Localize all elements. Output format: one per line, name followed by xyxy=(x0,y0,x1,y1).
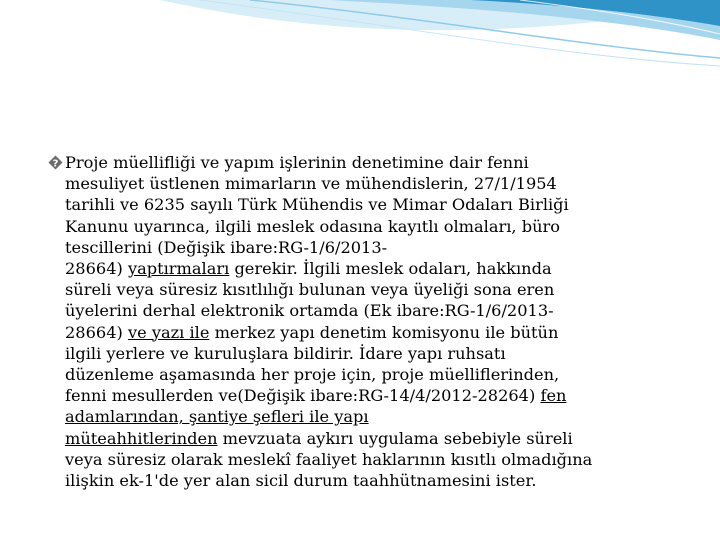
underlined-text: ve yazı ile xyxy=(127,322,210,342)
text-segment: ilişkin ek-1'de yer alan sicil durum taahhütnamesini ister. xyxy=(65,471,537,491)
text-line xyxy=(65,153,529,172)
text-line xyxy=(65,471,536,490)
underlined-text: müteahhitlerinden xyxy=(65,428,218,448)
text-segment: düzenleme aşamasında her proje için, proje müelliflerinden, xyxy=(65,365,560,385)
text-segment: üyelerini derhal elektronik ortamda (Ek ibare:RG-1/6/2013- xyxy=(65,301,554,321)
underlined-text: fen xyxy=(540,386,567,406)
text-line xyxy=(65,407,369,426)
text-segment: mesuliyet üstlenen mimarların ve mühendislerin, 27/1/1954 xyxy=(65,174,557,194)
text-segment: mevzuata aykırı uygulama sebebiyle süreli xyxy=(217,428,573,448)
text-line xyxy=(65,238,387,257)
svg-text:?: ? xyxy=(52,158,59,170)
text-line xyxy=(65,323,558,342)
text-line xyxy=(65,217,560,236)
text-segment: Proje müellifliği ve yapım işlerinin denetimine dair fenni xyxy=(65,153,529,172)
text-segment: tescillerini (Değişik ibare:RG-1/6/2013- xyxy=(65,237,388,257)
text-segment: veya süresiz olarak meslekî faaliyet haklarının kısıtlı olmadığına xyxy=(65,449,593,469)
text-segment: tarihli ve 6235 sayılı Türk Mühendis ve Mimar Odaları Birliği xyxy=(65,195,569,215)
text-segment: süreli veya süresiz kısıtlılığı bulunan veya üyeliği sona eren xyxy=(65,280,555,300)
text-line xyxy=(65,280,554,299)
text-segment: gerekir. İlgili meslek odaları, hakkında xyxy=(229,259,552,279)
text-line xyxy=(65,365,559,384)
text-line xyxy=(65,301,554,320)
text-segment: fenni mesullerden ve(Değişik ibare:RG-14/4/2012-28264) xyxy=(65,386,541,406)
text-segment: Kanunu uyarınca, ilgili meslek odasına kayıtlı olmaları, büro xyxy=(65,216,560,236)
text-line xyxy=(65,174,557,193)
text-segment: 28664) xyxy=(65,322,128,342)
header-wave-decoration xyxy=(0,0,720,70)
text-segment: ilgili yerlere ve kuruluşlara bildirir. İdare yapı ruhsatı xyxy=(65,343,506,363)
underlined-text: adamlarından, şantiye şefleri ile yapı xyxy=(65,407,369,427)
text-segment: 28664) xyxy=(65,259,128,279)
text-line xyxy=(65,259,552,278)
underlined-text: yaptırmaları xyxy=(127,259,230,279)
document-body xyxy=(48,152,678,491)
text-line xyxy=(65,344,506,363)
text-segment: merkez yapı denetim komisyonu ile bütün xyxy=(209,322,559,342)
replacement-character-icon xyxy=(48,154,63,169)
text-line xyxy=(65,450,592,469)
text-line xyxy=(65,386,566,405)
text-line xyxy=(65,195,569,214)
paragraph xyxy=(48,152,678,491)
text-line xyxy=(65,429,573,448)
